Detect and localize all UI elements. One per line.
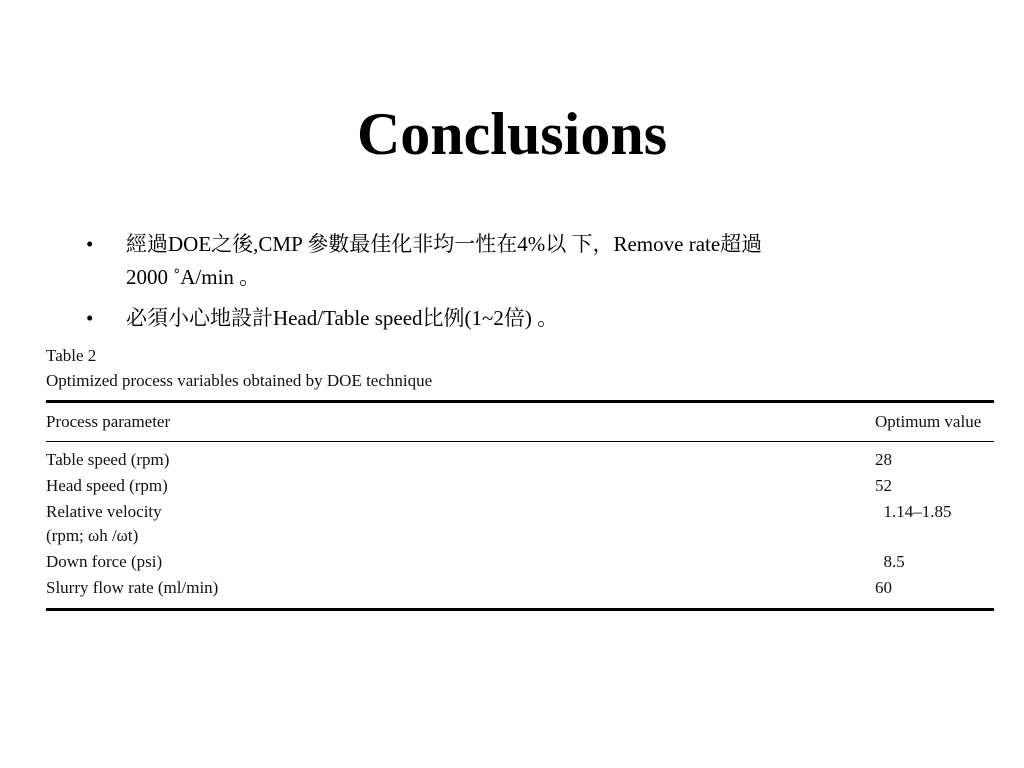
table-row [46,448,994,474]
bullet-list [86,228,946,343]
slide-title: Conclusions [356,101,668,167]
table-row [46,474,994,500]
bullet-text: 經過DOE之後,CMP 參數最佳化非均一性在4%以 下，Remove rate超過 2000 ˚A/min 。 [126,232,763,289]
bullet-marker: • [86,306,94,330]
table-title: Optimized process variables obtained by DOE technique [46,371,433,390]
bullet-item [86,302,946,335]
cell-parameter: Head speed (rpm) [46,476,168,495]
table-row [46,500,994,550]
cell-parameter: Relative velocity (rpm; ωh /ωt) [46,502,162,545]
table-row [46,576,994,602]
cell-parameter: Slurry flow rate (ml/min) [46,578,219,597]
results-table [46,344,994,611]
cell-value: 1.14–1.85 [875,502,952,521]
cell-value: 28 [875,450,892,469]
cell-parameter: Table speed (rpm) [46,450,170,469]
bullet-marker: • [86,232,94,256]
bullet-item [86,228,946,294]
table-bottom-rule [46,608,994,611]
cell-parameter: Down force (psi) [46,552,163,571]
header-optimum-value: Optimum value [875,412,982,431]
cell-value: 52 [875,476,892,495]
table-body [46,442,994,608]
bullet-text: 必須小心地設計Head/Table speed比例(1~2倍) 。 [126,306,559,330]
cell-value: 60 [875,578,892,597]
table-header-row [46,403,994,441]
table-row [46,550,994,576]
table-label: Table 2 [46,346,97,365]
header-process-parameter: Process parameter [46,412,171,431]
cell-value: 8.5 [875,552,905,571]
